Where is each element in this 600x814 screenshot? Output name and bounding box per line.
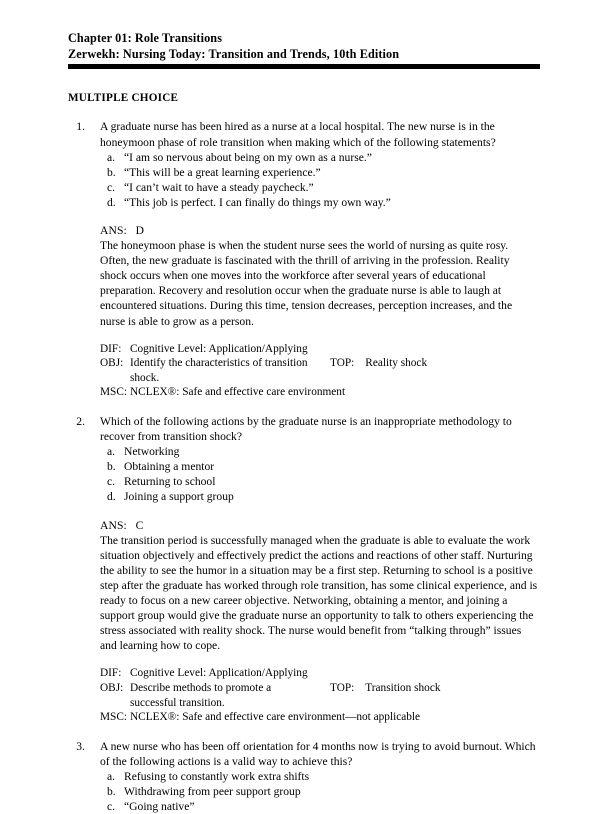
question-number: 1. [76, 120, 85, 134]
option-item[interactable] [68, 195, 548, 210]
answer-line [100, 223, 538, 238]
metadata-label-msc: MSC: [100, 386, 128, 399]
option-item[interactable] [68, 459, 548, 474]
document-header [68, 30, 548, 62]
option-text: “Going native” [124, 800, 195, 814]
question-stem-row [68, 119, 548, 149]
answer-area [100, 518, 538, 654]
metadata-row-obj [100, 356, 548, 385]
option-letter: c. [107, 475, 116, 489]
metadata-block [100, 666, 548, 724]
option-letter: c. [107, 180, 116, 194]
metadata-value-top: Transition shock [365, 682, 441, 694]
option-text: “This job is perfect. I can finally do things my own way.” [124, 195, 391, 209]
question-block [68, 119, 548, 400]
option-item[interactable] [68, 769, 548, 784]
option-letter: b. [107, 460, 116, 474]
option-item[interactable] [68, 180, 548, 195]
option-list [68, 444, 548, 504]
question-number: 2. [76, 415, 85, 428]
metadata-value-msc: NCLEX®: Safe and effective care environment—not applicable [130, 711, 421, 724]
option-item[interactable] [68, 784, 548, 799]
metadata-row-msc [100, 385, 548, 400]
option-item[interactable] [68, 474, 548, 489]
option-letter: b. [107, 165, 116, 179]
question-stem-text: A graduate nurse has been hired as a nurse at a local hospital. The new nurse is in the honeymoon phase of role transition when making which of the following statements? [100, 120, 496, 149]
option-text: Networking [124, 445, 180, 459]
metadata-label-msc: MSC: [100, 711, 128, 724]
answer-value: D [135, 223, 144, 237]
question-block [68, 739, 548, 814]
header-divider-rule [68, 64, 540, 69]
metadata-label-obj: OBJ: [100, 357, 124, 370]
metadata-value-dif: Cognitive Level: Application/Applying [130, 342, 308, 355]
metadata-row-msc [100, 710, 548, 725]
metadata-block [100, 342, 548, 400]
metadata-label-dif: DIF: [100, 667, 122, 680]
option-letter: d. [107, 195, 116, 209]
answer-label: ANS: [100, 518, 127, 532]
header-book-title: Zerwekh: Nursing Today: Transition and Trends, 10th Edition [68, 47, 400, 62]
answer-area [100, 223, 538, 329]
metadata-value-obj: Identify the characteristics of transition shock. [130, 357, 308, 384]
question-stem-row [68, 414, 548, 444]
option-letter: d. [107, 490, 116, 504]
answer-rationale: The honeymoon phase is when the student nurse sees the world of nursing as quite rosy. Often, the new graduate is fascinated with the thrill of arriving in the profession. Reality shock occurs when one moves into the workforce after several years of educational preparation. Recovery and resolution occur when the graduate nurse is able to laugh at encountered situations. During this time, tension decreases, perception increases, and the nurse is able to grow as a person. [100, 239, 513, 328]
answer-rationale: The transition period is successfully managed when the graduate is able to evaluate the work situation objectively and effectively predict the actions and reactions of other staff. Nurturing the ability to see the humor in a situation may be a first step. Returning to school is a positive step after the graduate has worked through role transition, has some clinical experience, and is ready to focus on a new career objective. Networking, obtaining a mentor, and joining a support group would give the graduate nurse an opportunity to talk to others experiencing the stress associated with reality shock. The nurse would benefit from “talking through” issues and learning how to cope. [100, 533, 538, 653]
option-list [68, 150, 548, 210]
answer-value: C [135, 518, 144, 532]
metadata-row-dif [100, 666, 548, 681]
answer-line [100, 518, 538, 533]
header-chapter-title: Chapter 01: Role Transitions [68, 31, 223, 45]
option-letter: a. [107, 150, 116, 164]
option-letter: b. [107, 785, 116, 799]
option-letter: c. [107, 800, 116, 814]
metadata-row-dif [100, 342, 548, 357]
option-text: “I can’t wait to have a steady paycheck.” [124, 180, 314, 194]
metadata-label-obj: OBJ: [100, 682, 124, 694]
metadata-value-dif: Cognitive Level: Application/Applying [130, 667, 308, 680]
question-number: 3. [76, 739, 85, 753]
question-stem-row [68, 739, 548, 769]
option-item[interactable] [68, 150, 548, 165]
metadata-row-obj [100, 681, 548, 710]
option-text: Joining a support group [124, 490, 234, 504]
option-item[interactable] [68, 799, 548, 814]
option-item[interactable] [68, 489, 548, 504]
option-text: Withdrawing from peer support group [124, 785, 301, 799]
option-text: Refusing to constantly work extra shifts [124, 769, 310, 783]
option-text: “I am so nervous about being on my own as a nurse.” [124, 150, 372, 164]
question-block [68, 414, 548, 725]
question-stem-text: A new nurse who has been off orientation for 4 months now is trying to avoid burnout. Which of the following actions is a valid way to achieve this? [100, 739, 536, 768]
option-letter: a. [107, 445, 116, 459]
option-text: Returning to school [124, 475, 216, 489]
metadata-value-obj: Describe methods to promote a successful transition. [130, 682, 272, 709]
option-text: Obtaining a mentor [124, 460, 215, 474]
option-letter: a. [107, 769, 116, 783]
option-item[interactable] [68, 444, 548, 459]
metadata-label-dif: DIF: [100, 342, 122, 355]
option-item[interactable] [68, 165, 548, 180]
metadata-label-top: TOP: [330, 357, 355, 370]
metadata-label-top: TOP: [330, 682, 355, 694]
answer-label: ANS: [100, 223, 127, 237]
metadata-value-msc: NCLEX®: Safe and effective care environment [130, 386, 346, 399]
option-text: “This will be a great learning experience.” [124, 165, 321, 179]
section-title-multiple-choice: MULTIPLE CHOICE [68, 92, 179, 105]
question-stem-text: Which of the following actions by the graduate nurse is an inappropriate methodology to recover from transition shock? [100, 415, 512, 444]
metadata-value-top: Reality shock [365, 357, 428, 370]
